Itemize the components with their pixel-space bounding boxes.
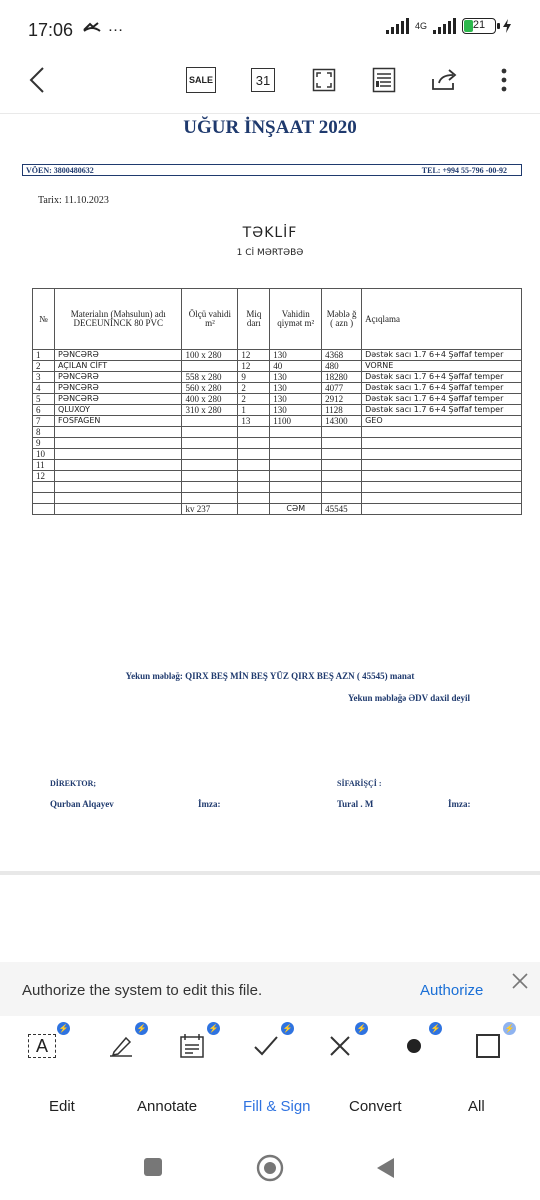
reader-mode-button[interactable] xyxy=(370,64,398,96)
missed-call-icon xyxy=(82,21,102,33)
table-row xyxy=(33,394,522,405)
recent-apps-button[interactable] xyxy=(143,1157,163,1177)
item-name: PƏNCƏRƏ xyxy=(54,372,182,383)
authorize-message: Authorize the system to edit this file. xyxy=(22,982,263,999)
system-nav-bar xyxy=(0,1136,540,1200)
item-note: Dəstək sacı 1.7 6+4 Şəffaf temper xyxy=(362,405,522,416)
item-qty xyxy=(238,493,270,504)
back-arrow-icon xyxy=(27,66,47,94)
item-note xyxy=(362,482,522,493)
charging-icon xyxy=(502,18,512,34)
premium-badge-icon: ⚡ xyxy=(58,1024,69,1033)
item-qty: 12 xyxy=(238,350,270,361)
item-name: PƏNCƏRƏ xyxy=(54,394,182,405)
item-qty xyxy=(238,438,270,449)
status-indicators xyxy=(386,18,512,34)
floor-heading: 1 Cİ MƏRTƏBƏ xyxy=(236,248,304,258)
back-nav-button[interactable] xyxy=(374,1156,396,1180)
reader-mode-icon xyxy=(372,67,396,93)
table-row xyxy=(33,471,522,482)
item-note: GEO xyxy=(362,416,522,427)
tab-convert[interactable]: Convert xyxy=(349,1098,402,1115)
premium-badge-icon: ⚡ xyxy=(282,1024,293,1033)
page-divider xyxy=(0,871,540,875)
customer-name: Tural . M xyxy=(337,799,374,809)
col-unit: Ölçü vahidi m² xyxy=(182,289,238,350)
cross-tool-button[interactable] xyxy=(320,1024,367,1066)
table-row xyxy=(33,383,522,394)
item-sum xyxy=(322,438,362,449)
tab-all[interactable]: All xyxy=(468,1098,485,1115)
rectangle-icon xyxy=(475,1033,501,1059)
item-size: 400 x 280 xyxy=(182,394,238,405)
item-sum: 480 xyxy=(322,361,362,372)
item-note: Dəstək sacı 1.7 6+4 Şəffaf temper xyxy=(362,383,522,394)
row-number: 7 xyxy=(33,416,55,427)
col-qty: Miq darı xyxy=(238,289,270,350)
table-row xyxy=(33,427,522,438)
col-material: Materialın (Məhsulun) adı DECEUNİNCK 80 PVC xyxy=(54,289,182,350)
status-notification-icons xyxy=(82,18,124,36)
item-name xyxy=(54,493,182,504)
circle-icon xyxy=(256,1154,284,1182)
row-number: 4 xyxy=(33,383,55,394)
footer-cell xyxy=(54,504,182,515)
col-price: Vahidin qiymət m² xyxy=(270,289,322,350)
item-note: VORNE xyxy=(362,361,522,372)
item-price xyxy=(270,438,322,449)
toolbar-divider xyxy=(0,113,540,114)
item-note xyxy=(362,493,522,504)
item-qty: 1 xyxy=(238,405,270,416)
more-options-button[interactable] xyxy=(494,64,514,96)
item-size xyxy=(182,416,238,427)
item-price: 130 xyxy=(270,394,322,405)
fullscreen-button[interactable] xyxy=(310,64,338,96)
row-number: 9 xyxy=(33,438,55,449)
table-row xyxy=(33,449,522,460)
item-sum: 1128 xyxy=(322,405,362,416)
item-note xyxy=(362,449,522,460)
item-sum: 4368 xyxy=(322,350,362,361)
item-size xyxy=(182,427,238,438)
item-sum: 4077 xyxy=(322,383,362,394)
item-price xyxy=(270,493,322,504)
status-more-text: … xyxy=(107,18,125,35)
director-label: DİREKTOR; xyxy=(50,779,97,788)
item-qty xyxy=(238,449,270,460)
row-number: 1 xyxy=(33,350,55,361)
item-price: 130 xyxy=(270,405,322,416)
item-price: 1100 xyxy=(270,416,322,427)
item-name xyxy=(54,460,182,471)
item-sum xyxy=(322,471,362,482)
item-price xyxy=(270,449,322,460)
item-size: 310 x 280 xyxy=(182,405,238,416)
item-sum: 2912 xyxy=(322,394,362,405)
table-row xyxy=(33,493,522,504)
item-size xyxy=(182,361,238,372)
dot-tool-button[interactable] xyxy=(394,1024,441,1066)
vat-note: Yekun məbləğə ƏDV daxil deyil xyxy=(348,693,470,703)
footer-cell xyxy=(33,504,55,515)
cell-signal-icon xyxy=(433,18,456,34)
item-qty xyxy=(238,471,270,482)
square-icon xyxy=(143,1157,163,1177)
item-price xyxy=(270,482,322,493)
item-sum xyxy=(322,493,362,504)
table-row xyxy=(33,372,522,383)
row-number xyxy=(33,482,55,493)
row-number: 12 xyxy=(33,471,55,482)
item-sum xyxy=(322,449,362,460)
share-button[interactable] xyxy=(428,64,460,96)
total-amount-text: Yekun məbləğ: QIRX BEŞ MİN BEŞ YÜZ QIRX BEŞ AZN ( 45545) manat xyxy=(125,671,415,681)
sale-tag-icon: SALE xyxy=(186,67,216,93)
row-number: 6 xyxy=(33,405,55,416)
phone-text: TEL: +994 55-796 -00-92 xyxy=(421,166,507,175)
item-note xyxy=(362,471,522,482)
item-qty xyxy=(238,427,270,438)
item-name xyxy=(54,438,182,449)
footer-cell xyxy=(362,504,522,515)
home-button[interactable] xyxy=(256,1154,284,1182)
fullscreen-icon xyxy=(312,68,336,92)
dot-icon xyxy=(406,1038,422,1054)
item-note: Dəstək sacı 1.7 6+4 Şəffaf temper xyxy=(362,350,522,361)
item-note: Dəstək sacı 1.7 6+4 Şəffaf temper xyxy=(362,394,522,405)
sign-tool-button[interactable] xyxy=(100,1024,147,1066)
item-note: Dəstək sacı 1.7 6+4 Şəffaf temper xyxy=(362,372,522,383)
tab-edit[interactable]: Edit xyxy=(49,1098,75,1115)
table-row xyxy=(33,350,522,361)
item-name xyxy=(54,427,182,438)
voen-text: VÖEN: 3800480632 xyxy=(26,166,94,175)
director-name: Qurban Alqayev xyxy=(50,799,114,809)
item-size: 100 x 280 xyxy=(182,350,238,361)
battery-level: 21 xyxy=(472,19,486,31)
item-name xyxy=(54,482,182,493)
customer-sign-label: İmza: xyxy=(448,799,471,809)
item-size xyxy=(182,482,238,493)
item-sum: 14300 xyxy=(322,416,362,427)
rectangle-tool-button[interactable] xyxy=(468,1024,515,1066)
footer-sum-label: CƏM xyxy=(270,504,322,515)
premium-badge-icon: ⚡ xyxy=(356,1024,367,1033)
col-note: Açıqlama xyxy=(362,289,522,350)
item-size xyxy=(182,449,238,460)
table-row xyxy=(33,361,522,372)
row-number: 3 xyxy=(33,372,55,383)
item-note xyxy=(362,427,522,438)
item-price xyxy=(270,460,322,471)
close-icon xyxy=(511,972,529,990)
network-type: 4G xyxy=(414,21,427,31)
premium-badge-icon: ⚡ xyxy=(208,1024,219,1033)
item-qty: 12 xyxy=(238,361,270,372)
wifi-signal-icon xyxy=(386,18,409,34)
item-size xyxy=(182,438,238,449)
premium-badge-icon: ⚡ xyxy=(504,1024,515,1033)
triangle-back-icon xyxy=(374,1156,396,1180)
item-name xyxy=(54,449,182,460)
tab-fill-sign[interactable]: Fill & Sign xyxy=(243,1098,311,1115)
item-sum xyxy=(322,482,362,493)
sale-button[interactable] xyxy=(187,64,215,96)
premium-badge-icon: ⚡ xyxy=(136,1024,147,1033)
item-size xyxy=(182,460,238,471)
footer-cell xyxy=(238,504,270,515)
share-icon xyxy=(429,67,459,93)
document-heading: TƏKLİF xyxy=(242,225,298,241)
item-sum xyxy=(322,427,362,438)
table-row xyxy=(33,416,522,427)
table-row xyxy=(33,438,522,449)
item-price: 130 xyxy=(270,372,322,383)
more-vertical-icon xyxy=(501,67,507,93)
item-sum xyxy=(322,460,362,471)
item-qty: 13 xyxy=(238,416,270,427)
table-row xyxy=(33,405,522,416)
item-note xyxy=(362,438,522,449)
item-name: PƏNCƏRƏ xyxy=(54,350,182,361)
row-number: 11 xyxy=(33,460,55,471)
item-price: 40 xyxy=(270,361,322,372)
item-qty: 9 xyxy=(238,372,270,383)
checkmark-tool-button[interactable] xyxy=(246,1024,293,1066)
item-name: PƏNCƏRƏ xyxy=(54,383,182,394)
form-tool-button[interactable] xyxy=(172,1024,219,1066)
item-name: AÇILAN CİFT xyxy=(54,361,182,372)
col-no: № xyxy=(33,289,55,350)
text-tool-button[interactable] xyxy=(22,1024,69,1066)
item-qty: 2 xyxy=(238,383,270,394)
offer-table xyxy=(32,288,522,515)
table-row xyxy=(33,460,522,471)
row-number xyxy=(33,493,55,504)
battery-icon xyxy=(462,18,496,34)
item-price: 130 xyxy=(270,350,322,361)
item-name: FOSFAGEN xyxy=(54,416,182,427)
item-size xyxy=(182,471,238,482)
footer-kv: kv 237 xyxy=(182,504,238,515)
checkmark-icon xyxy=(252,1034,280,1058)
calendar-icon: 31 xyxy=(251,68,275,92)
row-number: 10 xyxy=(33,449,55,460)
company-title: UĞUR İNŞAAT 2020 xyxy=(183,117,357,138)
item-price: 130 xyxy=(270,383,322,394)
item-name xyxy=(54,471,182,482)
close-banner-button[interactable] xyxy=(511,970,529,996)
director-sign-label: İmza: xyxy=(198,799,221,809)
row-number: 2 xyxy=(33,361,55,372)
item-qty: 2 xyxy=(238,394,270,405)
item-note xyxy=(362,460,522,471)
document-date: Tarix: 11.10.2023 xyxy=(38,195,109,206)
item-sum: 18280 xyxy=(322,372,362,383)
customer-label: SİFARİŞÇİ : xyxy=(337,779,382,788)
text-box-icon: A xyxy=(28,1034,56,1058)
tab-annotate[interactable]: Annotate xyxy=(137,1098,198,1115)
footer-sum-value: 45545 xyxy=(322,504,362,515)
pen-sign-icon xyxy=(106,1032,134,1060)
table-row xyxy=(33,482,522,493)
calendar-button[interactable] xyxy=(249,64,277,96)
item-size: 560 x 280 xyxy=(182,383,238,394)
col-amount: Məblə ğ ( azn ) xyxy=(322,289,362,350)
row-number: 8 xyxy=(33,427,55,438)
back-button[interactable] xyxy=(22,64,52,96)
form-icon xyxy=(178,1032,206,1060)
company-info-bar xyxy=(22,164,522,176)
item-price xyxy=(270,471,322,482)
item-size: 558 x 280 xyxy=(182,372,238,383)
item-size xyxy=(182,493,238,504)
status-time: 17:06 xyxy=(28,20,74,40)
item-name: QLUXOY xyxy=(54,405,182,416)
table-footer-row xyxy=(33,504,522,515)
item-price xyxy=(270,427,322,438)
premium-badge-icon: ⚡ xyxy=(430,1024,441,1033)
cross-mark-icon xyxy=(328,1034,352,1058)
item-qty xyxy=(238,460,270,471)
row-number: 5 xyxy=(33,394,55,405)
item-qty xyxy=(238,482,270,493)
authorize-button[interactable]: Authorize xyxy=(420,982,484,999)
table-body xyxy=(33,350,522,504)
